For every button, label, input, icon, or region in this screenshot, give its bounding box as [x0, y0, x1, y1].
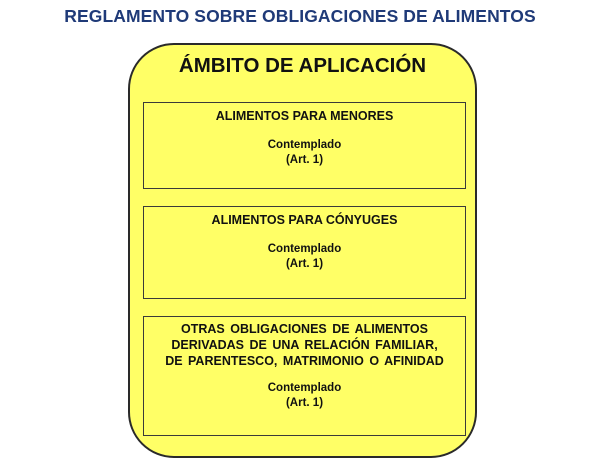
box-title: OTRAS OBLIGACIONES DE ALIMENTOS DERIVADAS DE UNA RELACIÓN FAMILIAR, DE PARENTESCO, MATRIMONIO O AFINIDAD: [165, 322, 444, 368]
box-status: Contemplado: [267, 382, 342, 394]
scope-panel: [128, 43, 477, 458]
page-title: REGLAMENTO SOBRE OBLIGACIONES DE ALIMENTOS: [64, 6, 536, 26]
box-status: Contemplado: [267, 139, 342, 151]
box-article-ref: (Art. 1): [285, 258, 324, 270]
box-title: ALIMENTOS PARA MENORES: [215, 109, 394, 123]
scope-box-minors: [143, 102, 466, 189]
box-title: ALIMENTOS PARA CÓNYUGES: [211, 213, 398, 227]
scope-box-spouses: [143, 206, 466, 299]
panel-heading: ÁMBITO DE APLICACIÓN: [178, 54, 427, 77]
box-article-ref: (Art. 1): [285, 154, 324, 166]
box-article-ref: (Art. 1): [285, 397, 324, 409]
box-status: Contemplado: [267, 243, 342, 255]
scope-box-other-obligations: [143, 316, 466, 436]
